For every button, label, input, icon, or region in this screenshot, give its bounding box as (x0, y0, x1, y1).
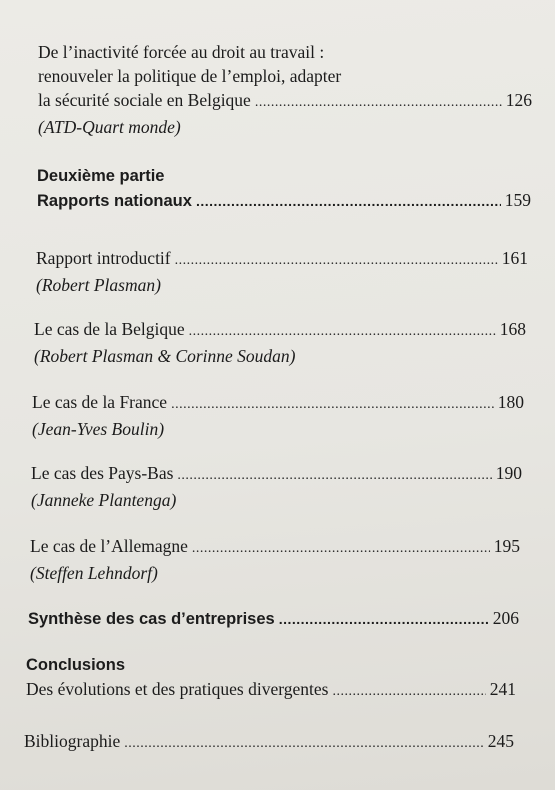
dot-leader (177, 464, 491, 488)
toc-entry-synthese (28, 606, 519, 631)
toc-entry-title: Rapport introductif (36, 248, 171, 268)
toc-entry-title-line: De l’inactivité forcée au droit au travail : (38, 42, 325, 62)
toc-entry-title: Synthèse des cas d’entreprises (28, 610, 275, 628)
dot-leader (171, 393, 494, 417)
toc-entry-title: Bibliographie (24, 731, 121, 751)
toc-entry-title: Le cas de l’Allemagne (30, 536, 188, 556)
toc-entry-leader-line (37, 188, 531, 213)
toc-entry-leader-line (30, 534, 520, 561)
toc-entry-title: Le cas de la France (32, 392, 168, 412)
toc-entry-title-line: la sécurité sociale en Belgique (38, 90, 251, 110)
toc-entry-leader-line (32, 390, 524, 417)
page-number: 159 (504, 190, 531, 210)
toc-entry-bibliographie (24, 729, 514, 756)
toc-entry-leader-line (36, 246, 528, 273)
part-label: Deuxième partie (37, 167, 165, 185)
toc-entry-conclusions (26, 653, 516, 704)
toc-entry-author: (Jean-Yves Boulin) (32, 419, 165, 439)
page-number: 161 (501, 248, 528, 268)
page-number: 245 (487, 731, 514, 751)
toc-entry-author: (ATD-Quart monde) (38, 117, 181, 137)
page-number: 206 (492, 608, 519, 628)
toc-entry-leader-line (26, 677, 516, 704)
conclusions-label: Conclusions (26, 656, 126, 674)
toc-entry-atd (38, 40, 532, 139)
toc-entry-pays-bas (31, 461, 522, 512)
page-number: 126 (505, 90, 532, 110)
toc-entry-author: (Janneke Plantenga) (31, 490, 177, 510)
toc-entry-rapport-introductif (36, 246, 528, 297)
toc-entry-author: (Robert Plasman) (36, 275, 161, 295)
toc-entry-leader-line (34, 317, 526, 344)
toc-entry-author: (Steffen Lehndorf) (30, 563, 158, 583)
dot-leader (189, 320, 496, 344)
toc-entry-leader-line (31, 461, 522, 488)
toc-entry-leader-line (28, 606, 519, 631)
toc-entry-leader-line (24, 729, 514, 756)
dot-leader (279, 607, 489, 631)
toc-entry-title: Des évolutions et des pratiques divergentes (26, 679, 329, 699)
toc-entry-title: Le cas des Pays-Bas (31, 463, 174, 483)
page-number: 168 (499, 319, 526, 339)
toc-entry-belgique (34, 317, 526, 368)
dot-leader (175, 249, 498, 273)
part-title: Rapports nationaux (37, 192, 192, 210)
dot-leader (255, 91, 502, 115)
page-number: 180 (497, 392, 524, 412)
dot-leader (124, 732, 484, 756)
toc-entry-france (32, 390, 524, 441)
toc-entry-title: Le cas de la Belgique (34, 319, 185, 339)
page-number: 190 (495, 463, 522, 483)
dot-leader (332, 680, 485, 704)
toc-part-heading (37, 164, 531, 213)
dot-leader (192, 537, 490, 561)
toc-entry-title-line: renouveler la politique de l’emploi, adapter (38, 66, 342, 86)
toc-entry-allemagne (30, 534, 520, 585)
toc-entry-leader-line (38, 88, 532, 115)
page-number: 241 (489, 679, 516, 699)
toc-entry-author: (Robert Plasman & Corinne Soudan) (34, 346, 296, 366)
dot-leader (196, 189, 501, 213)
page-number: 195 (493, 536, 520, 556)
